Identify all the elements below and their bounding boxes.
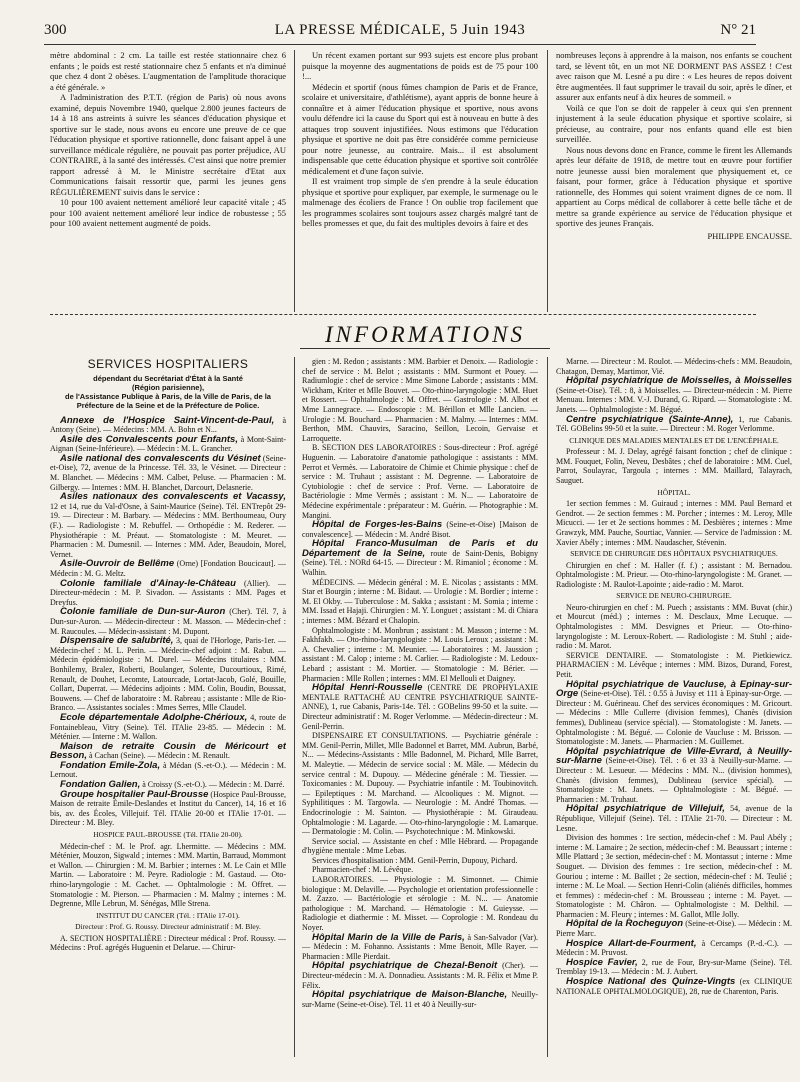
hospital-details: (Seine-et-Oise). — Médecin : M. Pierre Marc. bbox=[556, 919, 792, 939]
info-column-2 bbox=[302, 357, 538, 1057]
hospital-entry bbox=[50, 492, 286, 559]
subsection-heading: HÔPITAL. bbox=[657, 487, 691, 497]
page-header bbox=[44, 22, 756, 44]
hospital-entry bbox=[50, 636, 286, 713]
hospital-details: (CENTRE DE PROPHYLAXIE MENTALE RATTACHÉ AU CENTRE PSYCHIATRIQUE SAINTE-ANNE), 1, rue Cabanis, Paris-14e. Tél. : GOBelins 99-50 et la suite. — Directeur administratif : M. Roger Verlomme. — Médecin-directeur : M. Genil-Perrin. bbox=[302, 683, 538, 731]
hospital-details: (Orne) [Fondation Boucicaut]. — Médecin : M. G. Meltz. bbox=[50, 559, 286, 578]
hospital-details: Service social. — Assistante en chef : Mlle Hébrard. — Propagande d'hygiène mentale : Mme Lebas. bbox=[302, 836, 538, 856]
hospital-details: (Seine-et-Oise), 72, avenue de la Princesse. Tél. 33, le Vésinet. — Directeur : M. Blanchet. — Médecins : MM. Calbet, Peluse. — Pharmacien : M. Gilbergy. — Internes : MM. H. Blanchet, Darcourt, Delasnerie. bbox=[50, 453, 286, 492]
hospital-details: à Cercamps (P.-d.-C.). — Médecin : M. Pruvost. bbox=[556, 938, 792, 958]
hospital-name: Asile-Ouvroir de Bellême bbox=[60, 558, 175, 570]
hospital-entry bbox=[302, 683, 538, 731]
hospital-entry bbox=[302, 520, 538, 539]
section-title: INFORMATIONS bbox=[325, 322, 525, 347]
hospital-details: Marne. — Directeur : M. Roulot. — Médecins-chefs : MM. Beaudoin, Chatagon, Demay, Martimor, Vié. bbox=[556, 357, 792, 376]
hospital-name: Hôpital psychiatrique de Chezal-Benoit bbox=[312, 960, 498, 972]
page-number: 300 bbox=[44, 22, 67, 38]
hospital-details: Ophtalmologiste : M. Monbrun ; assistant : M. Masson ; interne : M. Fakhfakh. — Oto-rhino-laryngologiste : M. Louis Leroux ; assistant : M. A. Chevalier ; interne : M. Meunier. — Laboratoires : M. Jaussion ; assistant : M. Calop ; interne : M. Carlier. — Radiologiste : M. Ledoux-Lebard ; assistant : M. Mortier. — Stomatologie : M. Bérier. — Pharmacien : Mlle Rollen ; internes : MM. El Mellouli et Daigney. bbox=[302, 625, 538, 683]
hospital-entry bbox=[50, 559, 286, 578]
hospital-name: Groupe hospitalier Paul-Brousse bbox=[60, 788, 209, 800]
hospital-entry bbox=[556, 447, 792, 485]
hospital-entry bbox=[302, 837, 538, 856]
hospital-entry bbox=[556, 561, 792, 590]
hospital-details: 1, rue Cabanis. Tél. GOBelins 99-50 et la suite. — Directeur : M. Roger Verlomme. bbox=[556, 414, 792, 434]
hospital-details: à Médan (S.-et-O.). — Médecin : M. Lernout. bbox=[50, 760, 286, 780]
hospital-entry bbox=[556, 804, 792, 833]
hospital-entry bbox=[50, 454, 286, 492]
hospital-entry bbox=[302, 357, 538, 443]
hospital-details: 12 et 14, rue du Val-d'Osne, à Saint-Maurice (Seine). Tél. ENTrepôt 29-19. — Directeur : M. Barbary. — Médecins : MM. Berthoumeau, Oury (F.). — Radiologiste : M. Rebuffel. — Orthopédie : M. Rederer. — Physiothérapie : M. Préaut. — Stomatologiste : M. Meuret. — Pharmacien : M. Dumesnil. — Internes : MM. Ader, Beaudoin, Morel, Vernet. bbox=[50, 501, 286, 559]
hospital-entry bbox=[50, 742, 286, 761]
subsection-heading: SERVICE DE NEURO-CHIRURGIE. bbox=[616, 591, 732, 601]
services-subtitle: de l'Assistance Publique à Paris, de la Ville de Paris, de la Préfecture de la Seine et de la Préfecture de Police. bbox=[65, 391, 271, 410]
hospital-details: Professeur : M. J. Delay, agrégé faisant fonction ; chef de clinique : MM. Fouquet, Folin, Neveu, Desbâtes ; chef de laboratoire : MM. Cuel, Parrot, Soulayrac, Targoula ; internes : MM. Maillard, Talayrach, Sauguet. bbox=[556, 447, 792, 486]
hospital-entry bbox=[50, 842, 286, 909]
hospital-entry bbox=[556, 680, 792, 747]
subsection-heading: Directeur : Prof. G. Roussy. Directeur administratif : M. Bley. bbox=[75, 922, 261, 932]
hospital-entry bbox=[50, 416, 286, 435]
hospital-entry bbox=[556, 919, 792, 938]
hospital-name: Centre psychiatrique (Sainte-Anne), bbox=[566, 413, 734, 425]
hospital-entry bbox=[556, 499, 792, 547]
subsection-heading: HOSPICE PAUL-BROUSSE (Tél. ITAlie 20-00). bbox=[93, 830, 243, 840]
hospital-details: Pharmacien-chef : M. Lévêque. bbox=[312, 865, 414, 875]
hospital-name: Hospice Allart-de-Fourment, bbox=[566, 937, 697, 949]
hospital-entry bbox=[50, 934, 286, 953]
hospital-details: (Seine-et-Oise) [Maison de convalescence]. — Médecin : M. André Bisot. bbox=[302, 520, 538, 539]
section-title-rule bbox=[300, 348, 550, 349]
hospital-entry bbox=[50, 435, 286, 454]
hospital-details: à Mont-Saint-Aignan (Seine-Inférieure). — Médecin : M. L. Grancher. bbox=[50, 434, 286, 454]
hospital-details: (Seine-et-Oise). Tél. : 0.55 à Juvisy et 111 à Epinay-sur-Orge. — Directeur : M. Guérineau. Chef des services économiques : M. Gricourt. — Médecins : Mlle Cullerre (division femmes), Chanès (division femmes), Dublineau (service spécial). — Stomatologiste : M. Janets. — Ophtalmologiste : M. Bégué. — Colonie de Vaucluse : M. Brisson. — Stomatologiste : M. Janets. — Pharmacien : M. Guillemet. bbox=[556, 689, 792, 747]
hospital-entry bbox=[302, 865, 538, 875]
hospital-name: Colonie familiale d'Ainay-le-Château bbox=[60, 577, 236, 589]
hospital-name: Hospice National des Quinze-Vingts bbox=[566, 976, 736, 988]
hospital-details: à Cachan (Seine). — Médecin : M. Renault. bbox=[88, 751, 230, 761]
hospital-entry bbox=[302, 875, 538, 933]
hospital-entry bbox=[302, 443, 538, 520]
services-subtitle: dépendant du Secrétariat d'État à la Santé bbox=[93, 373, 243, 383]
hospital-name: Asile des Convalescents pour Enfants, bbox=[60, 433, 238, 445]
hospital-name: Fondation Emile-Zola, bbox=[60, 759, 161, 771]
column-divider bbox=[294, 50, 295, 312]
hospital-entry bbox=[302, 856, 538, 866]
hospital-details: gien : M. Redon ; assistants : MM. Barbier et Denoix. — Radiologie : chef de service : M. Belot ; assistants : MM. Surmont et Pouey. — Radiumlogie : chef de service : Mme Simone Laborde ; assistants : MM. Wickham, Kriter et Mlle Bouvet. — Oto-rhino-laryngologie : MM. Huet et Rossert. — Ophtalmologie : M. Offret. — Gastrologie : M. Albot et Mme Lannegrace. — Endoscopie : M. Bérillon et Mlle Lancien. — Urologie : M. Bouchard. — Pharmacien : M. Malmy. — Internes : MM. Berthon, MM. Chauvirs, Saracino, Seillon, Lecoin, Gervaise et Larroquette. bbox=[302, 357, 538, 443]
hospital-details: Médecin-chef : M. le Prof. agr. Lhermitte. — Médecins : MM. Méténier, Mouzon, Sigwald ; internes : MM. Martin, Barraud, Mommont et Wallon. — Chirurgien : M. M. Barbier ; internes : M. Le Cain et Mlle Martin. — Laboratoire : M. Peyre. Radiologie : M. Gastaud. — Oto-rhino-laryngologie : M. Cachet. — Ophtalmologie : M. Offret. — Stomatologie : M. Pierson. — Pharmacien : M. Malmy ; internes : M. Degrenne, Mlle Lebrun, M. Sénégas, Mlle Strena. bbox=[50, 841, 286, 909]
hospital-entry bbox=[556, 603, 792, 651]
hospital-name: Hospice Favier, bbox=[566, 956, 638, 968]
hospital-name: Hôpital Henri-Rousselle bbox=[312, 682, 423, 694]
hospital-details: 54, avenue de la République, Villejuif (Seine). Tél. : ITAlie 21-70. — Directeur : M. Lesne. bbox=[556, 804, 792, 833]
hospital-name: Maison de retraite Cousin de Méricourt et Besson, bbox=[50, 740, 286, 762]
hospital-details: 1er section femmes : M. Guiraud ; internes : MM. Paul Bernard et Gendrot. — 2e section femmes : M. Porcher ; internes : M. Leroy, Mlle Micucci. — 1er et 2e sections hommes : M. Desbières ; internes : Mme Grawzyk, MM. Pauche, Sourtiac, Vannier. — Service de l'admission : M. Xavier Abély ; internes : MM. Naudascher, Stévenin. bbox=[556, 499, 792, 547]
hospital-entry bbox=[556, 651, 792, 680]
paragraph: Médecin et sportif (nous fûmes champion de Paris et de France, scolaire et universitaire, d'athlétisme), ayant appris de bonne heure à connaître et à aimer l'éducation physique et sportive, nous avons voulu défendre ici la cause du Sport qui est à nouveau en butte à des attaques trop souvent injustifiées. Nous estimons que l'éducation physique et sportive ne doit pas être considérée comme pernicieuse pour notre jeunesse, au contraire. Mais... il est absolument indispensable que cette éducation physique et sportive soit contrôlée médicalement et d'une façon suivie. bbox=[302, 81, 538, 176]
hospital-details: à Croissy (S.-et-O.). — Médecin : M. Darré. bbox=[142, 780, 285, 790]
hospital-name: Fondation Galien, bbox=[60, 779, 141, 791]
journal-title: LA PRESSE MÉDICALE, 5 Juin 1943 bbox=[274, 22, 526, 38]
hospital-entry bbox=[556, 415, 792, 434]
hospital-details: 4, route de Fontainebleau, Vitry (Seine). Tél. ITAlie 23-85. — Médecin : M. Méténier. — Interne : M. Wallon. bbox=[50, 712, 286, 742]
hospital-name: Annexe de l'Hospice Saint-Vincent-de-Paul, bbox=[60, 414, 275, 426]
hospital-details: B. SECTION DES LABORATOIRES : Sous-directeur : Prof. agrégé Huguenin. — Laboratoire d'anatomie pathologique : assistants : MM. Perrot et Vermès. — Laboratoire de Chimie et Chimie physique : chef de service : M. Truhaut ; assistant : M. Degrenne. — Laboratoire de Cytobiologie : chef de service : Prof. Verne. — Laboratoire de Bactériologie : Mme Vermès ; assistant : M. N... — Laboratoire de Médecine expérimentale : préparateur : M. Guérin. — Photographie : M. Mangini. bbox=[302, 443, 538, 520]
paragraph: Nous nous devons donc en France, comme le firent les Allemands après leur défaite de 1918, de mettre tout en œuvre pour fortifier notre jeunesse aussi bien moralement que physiquement et, ce faisant, pour former, grâce à l'éducation physique et sportive rationnelle, des Hommes qui soient vraiment dignes de ce nom. Il appartient au Corps médical de collaborer à cette belle tâche et de mettre sa grande expérience au service de l'éducation physique et sportive des jeunes Français. bbox=[556, 144, 792, 228]
hospital-name: Hôpital psychiatrique de Moisselles, à Moisselles bbox=[566, 375, 792, 387]
hospital-details: Chirurgien en chef : M. Haller (f. f.) ; assistant : M. Bernadou. Ophtalmologiste : M. Prieur. — Oto-rhino-laryngologiste : M. Granet. — Radiologiste : M. Raulot-Lapointe ; aide-radio : M. Marot. bbox=[556, 560, 792, 589]
issue-number: N° 21 bbox=[720, 22, 756, 38]
hospital-entry bbox=[50, 761, 286, 780]
hospital-name: Hôpital psychiatrique de Villejuif, bbox=[566, 803, 725, 815]
hospital-name: Asiles nationaux des convalescents et Vacassy, bbox=[60, 491, 286, 503]
paragraph: Il est vraiment trop simple de s'en prendre à la seule éducation physique et sportive pour expliquer, par exemple, le surmenage ou le malmenage des écoliers de France ! On oublie trop facilement que les programmes scolaires sont toujours assez chargés malgré tant de belles promesses et que, du fait des multiples devoirs à faire et des bbox=[302, 176, 538, 228]
hospital-entry bbox=[302, 626, 538, 684]
hospital-details: (Seine-et-Oise). Tél. : 6 et 33 à Neuilly-sur-Marne. — Directeur : M. Lesueur. — Médecins : MM. N... (division hommes), Chanès (division femmes), Dublineau (service spécial). — Stomatologiste : M. Janets. — Ophtalmologiste : M. Bégué. — Pharmacien : M. Truhaut. bbox=[556, 756, 792, 804]
article-signature: PHILIPPE ENCAUSSE. bbox=[707, 230, 792, 241]
hospital-details: route de Saint-Denis, Bobigny (Seine). Tél. : NORd 64-15. — Directeur : M. Rimaniol ; économe : M. Walhin. bbox=[302, 548, 538, 578]
paragraph: mètre abdominal : 2 cm. La taille est restée stationnaire chez 6 enfants ; le poids est resté stationnaire chez 5 enfants et n'a diminué que chez 4 dont 2 obèses. L'augmentation de l'amplitude thoracique a été générale. » bbox=[50, 50, 286, 92]
hospital-name: Hôpital psychiatrique de Ville-Evrard, à Neuilly-sur-Marne bbox=[556, 745, 792, 767]
hospital-details: Neuilly-sur-Marne (Seine-et-Oise). Tél. 11 et 40 à Neuilly-sur- bbox=[302, 990, 538, 1009]
hospital-details: SERVICE DENTAIRE. — Stomatologiste : M. Pietkiewicz. PHARMACIEN : M. Lévêque ; internes : MM. Bizos, Durand, Forest, Petit. bbox=[556, 650, 792, 680]
column-divider bbox=[547, 50, 548, 312]
hospital-entry bbox=[50, 713, 286, 742]
hospital-details: Neuro-chirurgien en chef : M. Puech ; assistants : MM. Buvat (chir.) et Mourcut (méd.) ; internes : M. Desclaux, Mme Lecuque. — Ophtalmologistes : MM. Desvignes et Prieur. — Oto-rhino-laryngologiste : M. Leroux-Robert. — Radiologiste : M. Stuhl ; aide-radio : M. Marot. bbox=[556, 602, 792, 651]
hospital-entry bbox=[302, 933, 538, 962]
hospital-details: (Cher). — Directeur-médecin : M. A. Donnadieu. Assistants : M. R. Félix et Mme P. Félix. bbox=[302, 961, 538, 990]
hospital-name: Hôpital Marin de la Ville de Paris, bbox=[312, 931, 465, 943]
hospital-entry bbox=[556, 376, 792, 414]
paragraph: 10 pour 100 avaient nettement amélioré leur capacité vitale ; 45 pour 100 avaient nettement amélioré leur indice de robustesse ; 55 pour 100 avaient nettement augmenté de poids. bbox=[50, 197, 286, 228]
hospital-entry bbox=[50, 579, 286, 608]
paragraph: A l'administration des P.T.T. (région de Paris) où nous avons examiné, depuis Novembre 1940, quelque 2.800 jeunes facteurs de 14 à 18 ans astreints à suivre les séances d'éducation physique et sportive sur le stade, nous avons eu encore une preuve de ce que l'éducation physique et sportive rationnelle, donc faisant appel à une surveillance médicale régulière, ne pouvait pas porter préjudice, AU CONTRAIRE, à la santé des intéressés. C'est ainsi que notre premier rapport adressé à M. le Ministre secrétaire d'Etat aux Communications faisait ressortir que, parmi les jeunes gens RÉGULIÈREMENT suivis dans le service : bbox=[50, 92, 286, 197]
hospital-entry bbox=[302, 731, 538, 837]
hospital-details: (Allier). — Directeur-médecin : M. P. Sivadon. — Assistants : MM. Pages et Dreyfus. bbox=[50, 578, 286, 607]
hospital-name: Asile national des convalescents du Vésinet bbox=[60, 452, 261, 464]
hospital-details: 3, quai de l'Horloge, Paris-1er. — Médecin-chef : M. L. Perin. — Médecin-chef adjoint : M. Rabut. — Médecin épidémiologiste : M. Durel. — Médecins titulaires : MM. Bonhilemy, Bralez, Roberti, Boulanger, Solente, Ducourtioux, Rimé, Renault, de Douhet, Lecomte, Latourcade, Lortat-Jacob, Golé, Bouille, Collart, Duperrat. — Médecins adjoints : MM. Colin, Boudin, Boussat, Bouwens. — Chef de laboratoire : M. Rabreau ; assistante : Mlle de Rio-Branco. — Assistantes sociales : Mmes Serres, Mlle Claudel. bbox=[50, 636, 286, 713]
hospital-details: Division des hommes : 1re section, médecin-chef : M. Paul Abély ; interne : M. Lamaire ; 2e section, médecin-chef : M. Beaussart ; interne : Mlle Plattard ; 3e section, médecin-chef : M. Montassut ; interne : Mme Souguet. — Division des femmes : 1re section, médecin-chef : M. Gouriou ; interne : M. Baillet ; 2e section, médecin-chef : M. Teulié ; interne : M. Le Moal. — Section Henri-Colin (aliénés difficiles, hommes et femmes) : médecin-chef : M. Brousseau ; interne : M. Payet. — Stomatologiste : M. Châron. — Ophtalmologiste : M. Delthil. — Pharmacien : M. Fleury ; internes : M. Gallot, Mlle Jolly. bbox=[556, 833, 792, 919]
hospital-entry bbox=[302, 539, 538, 577]
hospital-name: Ecole départementale Adolphe-Chérioux, bbox=[60, 711, 248, 723]
services-subtitle: (Région parisienne), bbox=[131, 382, 205, 392]
hospital-entry bbox=[556, 958, 792, 977]
hospital-details: (Seine-et-Oise). Tél. : 8, à Moisselles. — Directeur-médecin : M. Pierre Menuau. Internes : MM. V.-J. Durand, G. Ripard. — Stomatologiste : M. Janets. — Ophtalmologiste : M. Bégué. bbox=[556, 385, 792, 414]
column-divider bbox=[547, 357, 548, 1057]
hospital-entry bbox=[302, 990, 538, 1009]
hospital-name: Hôpital de la Rocheguyon bbox=[566, 918, 684, 930]
hospital-details: MÉDECINS. — Médecin général : M. E. Nicolas ; assistants : MM. Star et Bourgin ; interne : M. Bidaut. — Urologie : M. Bordier ; interne : M. El Okby. — Tuberculose : M. Sakka ; assistant : M. Somia ; interne : MM. Issad et Hajaji. Chirurgien : M. Y. Longuet ; assistant : M. di Chiara ; internes : MM. Bézard et Chalopin. bbox=[302, 577, 538, 626]
info-column-3 bbox=[556, 357, 792, 1057]
hospital-details: DISPENSAIRE ET CONSULTATIONS. — Psychiatrie générale : MM. Genil-Perrin, Millet, Mlle Badonnel et Barret, MM. Aubrun, Barbé, N... — Médecins-Assistants : Mlle Badonnel, M. Pichard, Mlle Barret, M. Maleytie. — Médecin de service social : M. Mâle. — Médecin du service central : M. Dupouy. — Médecine générale : M. Tiessier. — Toxicomanies : M. Dupouy. — Psychiatrie infantile : M. Toubinovitch. — Epileptiques : M. Marchand. — Alcooliques : M. Mignot. — Syphilitiques : M. Targowla. — Neurologie : M. André Thomas. — Endocrinologie : M. Sainton. — Physiothérapie : M. Giraudeau. Ophtalmologie : M. Lagarde. — Oto-rhino-laryngologie : M. Lamarque. — Dermatologie : M. Colin. — Psychotechnique : M. Minkowski. bbox=[302, 731, 538, 837]
hospital-entry bbox=[556, 939, 792, 958]
hospital-entry bbox=[556, 833, 792, 919]
hospital-name: Hôpital psychiatrique de Maison-Blanche, bbox=[312, 989, 508, 1001]
hospital-details: 2, rue de Four, Bry-sur-Marne (Seine). Tél. Tremblay 19-13. — Médecin : M. J. Aubert. bbox=[556, 957, 792, 977]
hospital-entry bbox=[302, 578, 538, 626]
section-divider bbox=[50, 314, 756, 315]
subsection-heading: SERVICE DE CHIRURGIE DES HÔPITAUX PSYCHIATRIQUES. bbox=[570, 549, 778, 559]
hospital-details: A. SECTION HOSPITALIÈRE : Directeur médical : Prof. Roussy. — Médecins : Prof. agrégés Huguenin et Delarue. — Chirur- bbox=[50, 933, 286, 953]
subsection-heading: CLINIQUE DES MALADIES MENTALES ET DE L'ENCÉPHALE. bbox=[569, 435, 779, 445]
hospital-details: (ex CLINIQUE NATIONALE OPHTALMOLOGIQUE), 28, rue de Charenton, Paris. bbox=[556, 977, 792, 996]
hospital-entry bbox=[302, 961, 538, 990]
hospital-name: Hôpital Franco-Musulman de Paris et du Département de la Seine, bbox=[302, 538, 538, 559]
hospital-entry bbox=[50, 607, 286, 636]
hospital-name: Colonie familiale de Dun-sur-Auron bbox=[60, 606, 226, 618]
hospital-name: Hôpital de Forges-les-Bains bbox=[312, 519, 443, 531]
hospital-details: Services d'hospitalisation : MM. Genil-Perrin, Dupouy, Pichard. bbox=[312, 855, 518, 865]
hospital-details: (Hospice Paul-Brousse, Maison de retraite Émile-Deslandes et Institut du Cancer), 14, 16 et 16 bis, av. des Écoles, Villejuif. Tél. ITAlie 20-00 et ITAlie 17-01. — Directeur : M. Bley. bbox=[50, 789, 286, 828]
column-divider bbox=[294, 357, 295, 1057]
hospital-name: Hôpital psychiatrique de Vaucluse, à Epinay-sur-Orge bbox=[556, 678, 792, 700]
subsection-heading: INSTITUT DU CANCER (Tél. : ITAlie 17-01). bbox=[96, 910, 240, 920]
article-column-2 bbox=[302, 50, 538, 312]
hospital-details: à San-Salvador (Var). — Médecin : M. Fohanno. Assistants : Mme Benoit, Mlle Rayer. — Pharmacien : Mlle Pierdait. bbox=[302, 932, 538, 961]
info-column-1 bbox=[50, 357, 286, 1057]
paragraph: Un récent examen portant sur 993 sujets est encore plus probant puisque la moyenne des augmentations de poids est de 75 pour 100 !... bbox=[302, 50, 538, 81]
paragraph: Voilà ce que l'on se doit de rappeler à ceux qui s'en prennent injustement à la seule éducation physique et sportive scolaire, si précieuse, au contraire, pour nos enfants quand elle est bien surveillée. bbox=[556, 102, 792, 144]
hospital-details: LABORATOIRES. — Physiologie : M. Simonnet. — Chimie biologique : M. Delaville. — Psychologie et orientation professionnelle : M. Zazzo. — Bactériologie et sérologie : M. N... — Anatomie pathologique : M. Marchand. — Hématologie : M. Guieysse. — Radiologie et diathermie : M. Misset. — Coprologie : M. Rondeau du Noyer. bbox=[302, 875, 538, 933]
hospital-entry bbox=[556, 357, 792, 376]
hospital-entry bbox=[556, 977, 792, 996]
article-column-3 bbox=[556, 50, 792, 312]
hospital-details: à Antony (Seine). — Médecins : MM. A. Bohn et N... bbox=[50, 415, 286, 435]
header-rule bbox=[44, 44, 756, 45]
services-title: SERVICES HOSPITALIERS bbox=[87, 357, 249, 371]
hospital-entry bbox=[556, 747, 792, 805]
hospital-entry bbox=[50, 790, 286, 828]
hospital-details: (Cher). Tél. 7, à Dun-sur-Auron. — Médecin-directeur : M. Masson. — Médecin-chef : M. Raucoules. — Médecin-assistant : M. Dupont. bbox=[50, 607, 286, 636]
hospital-name: Dispensaire de salubrité, bbox=[60, 635, 174, 647]
paragraph: nombreuses leçons à apprendre à la maison, nos enfants se couchent tard, se lèvent tôt, en un mot NE DORMENT PAS ASSEZ ! C'est avec raison que M. Lesné a pu dire : « Les heures de repos doivent être augmentées. Il faut supprimer le travail du soir, après le dîner, et assurer aux enfants neuf à dix heures de sommeil. » bbox=[556, 50, 792, 102]
article-column-1 bbox=[50, 50, 286, 312]
